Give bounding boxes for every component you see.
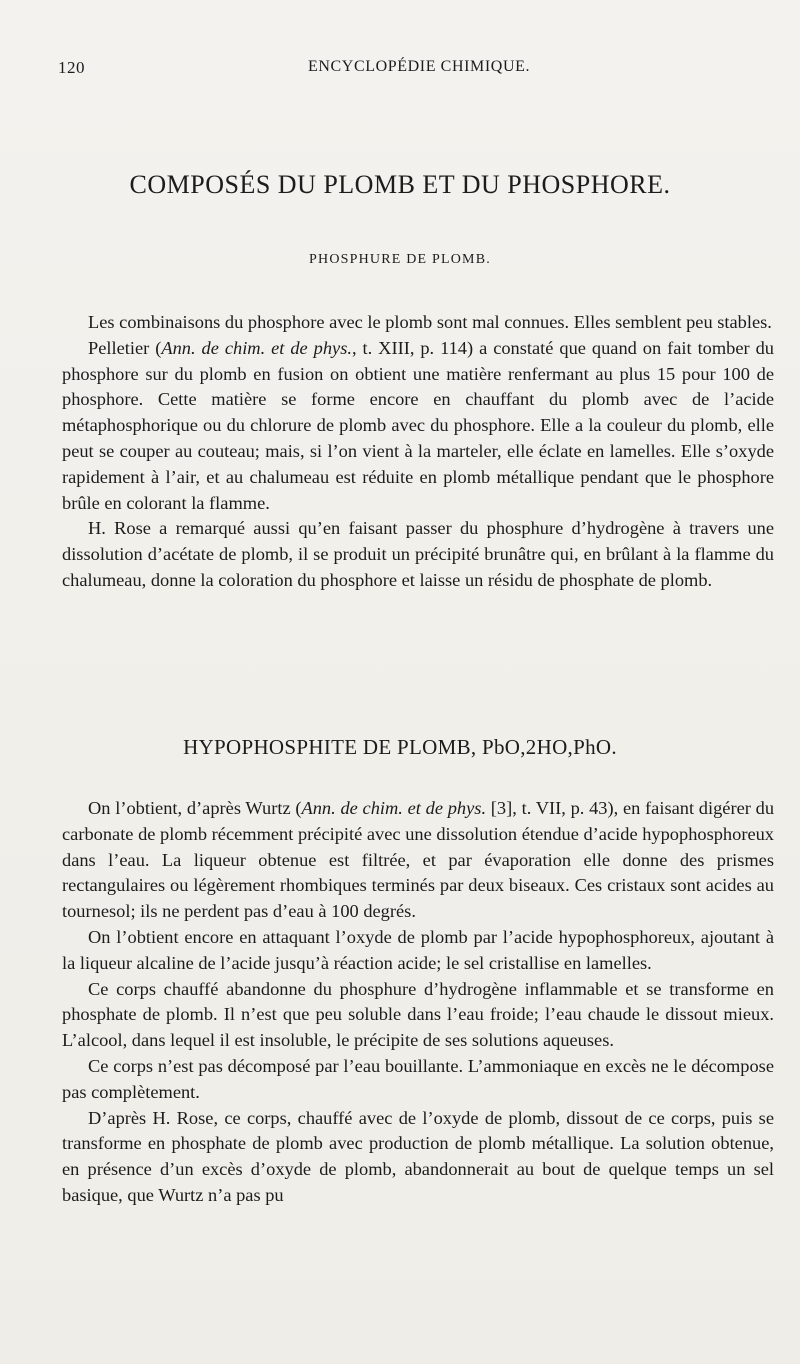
paragraph: D’après H. Rose, ce corps, chauffé avec de l’oxyde de plomb, dissout de ce corps, puis se transforme en phosphate de plomb avec production de plomb métallique. La solution obtenue, en présence d’un excès d’oxyde de plomb, abandonnerait au bout de quelque temps un sel basique, que Wurtz n’a pas pu [62, 1107, 774, 1205]
text-run: , t. XIII, p. 114) a constaté que quand on fait tomber du phosphore sur du plomb en fusion on obtient une matière renfermant au plus 15 pour 100 de phosphore. Cette matière se forme encore en chauffant du plomb avec de l’acide métaphosphorique ou du chlorure de plomb avec du phosphore. Elle a la couleur du plomb, elle peut se couper au couteau; mais, si l’on vient à la marteler, elle éclate en lamelles. Elle s’oxyde rapidement à l’air, et au chalumeau est réduite en plomb métallique pendant que le phosphore brûle en colorant la flamme. [62, 337, 774, 513]
paragraph [62, 796, 774, 925]
section-body-hypophosphite [62, 796, 774, 1209]
paragraph: Ce corps n’est pas décomposé par l’eau bouillante. L’ammoniaque en excès ne le décompose pas complètement. [62, 1055, 774, 1102]
chapter-title: COMPOSÉS DU PLOMB ET DU PHOSPHORE. [129, 170, 671, 199]
paragraph: H. Rose a remarqué aussi qu’en faisant passer du phosphure d’hydrogène à travers une dissolution d’acétate de plomb, il se produit un précipité brunâtre qui, en brûlant à la flamme du chalumeau, donne la coloration du phosphore et laisse un résidu de phosphate de plomb. [62, 518, 774, 590]
journal-citation: Ann. de chim. et de phys. [161, 337, 352, 358]
text-run: [3], t. VII, p. 43), en faisant digérer du carbonate de plomb récemment précipité avec une dissolution étendue d’acide hypophosphoreux dans l’eau. La liqueur obtenue est filtrée, et par évaporation elle donne des prismes rectangulaires ou légèrement rhombiques terminés par deux biseaux. Ces cristaux sont acides au tournesol; ils ne perdent pas d’eau à 100 degrés. [62, 798, 775, 922]
section-title-phosphure: PHOSPHURE DE PLOMB. [309, 252, 491, 267]
paragraph: Les combinaisons du phosphore avec le plomb sont mal connues. Elles semblent peu stables. [88, 312, 772, 332]
paragraph [62, 336, 774, 517]
text-run: On l’obtient, d’après Wurtz ( [88, 798, 302, 818]
paragraph: On l’obtient encore en attaquant l’oxyde de plomb par l’acide hypophosphoreux, ajoutant à la liqueur alcaline de l’acide jusqu’à réaction acide; le sel cristallise en lamelles. [62, 926, 774, 973]
paragraph: Ce corps chauffé abandonne du phosphure d’hydrogène inflammable et se transforme en phosphate de plomb. Il n’est que peu soluble dans l’eau froide; l’eau chaude le dissout mieux. L’alcool, dans lequel il est insoluble, le précipite de ses solutions aqueuses. [62, 978, 774, 1051]
page-number: 120 [58, 58, 85, 77]
section-title-hypophosphite: HYPOPHOSPHITE DE PLOMB, PbO,2HO,PhO. [183, 735, 617, 759]
running-header [58, 58, 760, 82]
section-body-phosphure [62, 310, 774, 594]
running-title: ENCYCLOPÉDIE CHIMIQUE. [308, 58, 531, 75]
journal-citation: Ann. de chim. et de phys. [301, 798, 487, 818]
text-run: Pelletier ( [88, 337, 162, 358]
